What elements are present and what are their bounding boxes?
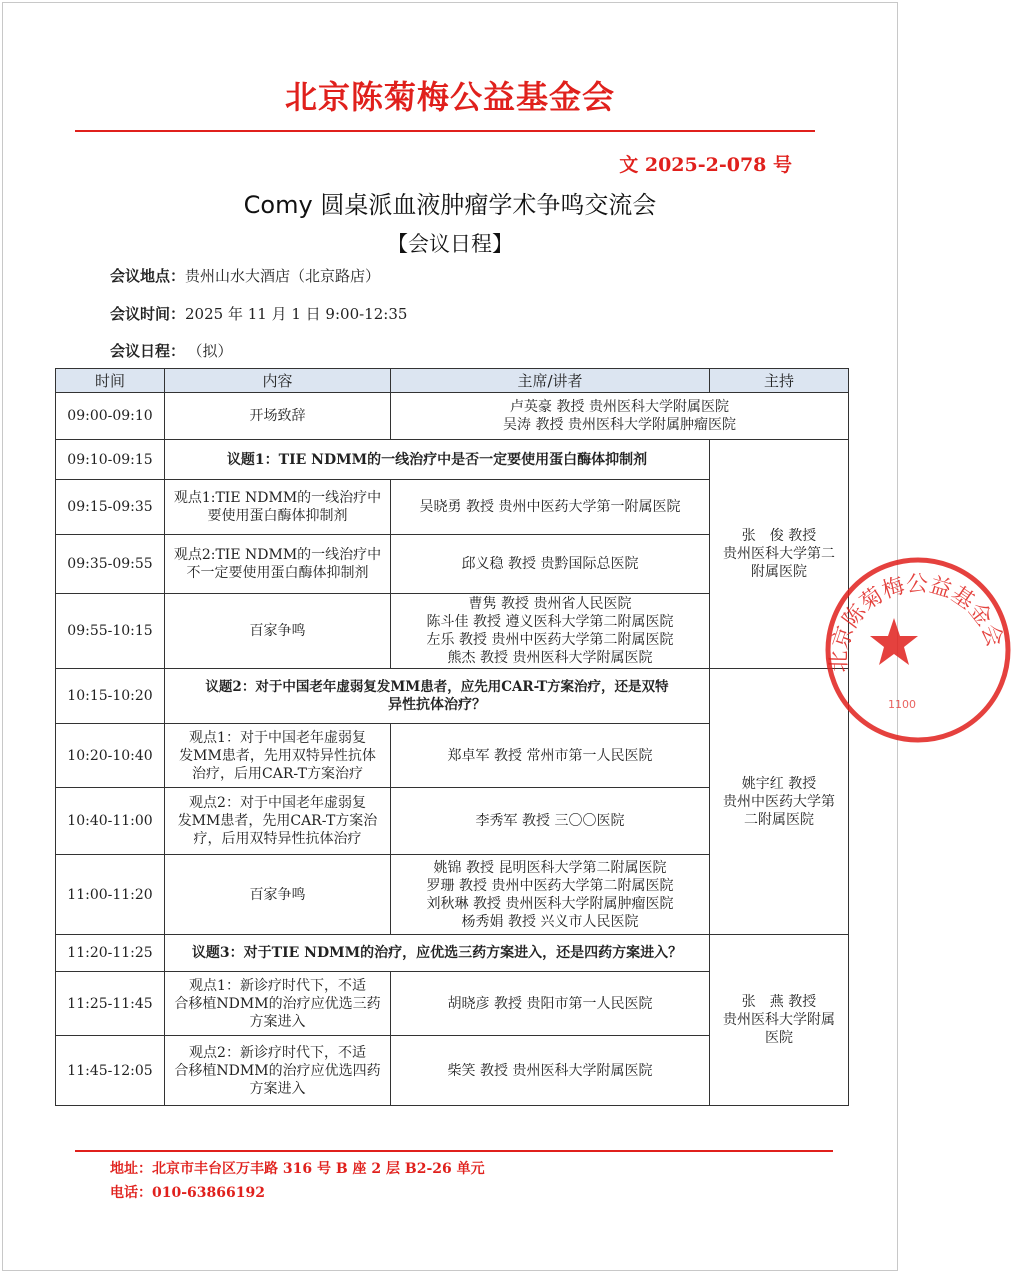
time-cell: 11:00-11:20 [56, 855, 165, 935]
speaker-line: 姚锦 教授 昆明医科大学第二附属医院 [433, 859, 667, 876]
time-value: 2025 年 11 月 1 日 9:00-12:35 [185, 305, 408, 323]
time-cell: 09:35-09:55 [56, 535, 165, 594]
speakers-cell [391, 1036, 710, 1106]
agenda-value: （拟） [195, 342, 233, 360]
speaker-line: 罗珊 教授 贵州中医药大学第二附属医院 [426, 877, 674, 894]
speaker-line: 刘秋琳 教授 贵州医科大学附属肿瘤医院 [426, 895, 674, 912]
topic-row [56, 669, 849, 724]
content-line: 发MM患者，先用双特异性抗体 [179, 747, 376, 764]
seal-digits: 1100 [888, 698, 916, 711]
content-line: 观点2：对于中国老年虚弱复 [189, 795, 366, 811]
speaker-line: 吴涛 教授 贵州医科大学附属肿瘤医院 [503, 417, 736, 433]
time-cell: 09:10-09:15 [56, 440, 165, 480]
header-host: 主持 [710, 369, 849, 393]
meeting-time [110, 303, 407, 324]
speakers-cell [391, 535, 710, 594]
host-line: 二附属医院 [744, 811, 814, 828]
speakers-cell [391, 855, 710, 935]
speakers-cell [391, 594, 710, 669]
time-cell: 11:45-12:05 [56, 1036, 165, 1106]
host-line: 姚宇红 教授 [741, 775, 817, 792]
time-cell: 11:25-11:45 [56, 972, 165, 1036]
topic-row [56, 440, 849, 480]
host-line: 医院 [765, 1030, 793, 1046]
host-line: 贵州医科大学第二 [723, 546, 835, 562]
content-line: 方案进入 [249, 1080, 306, 1097]
time-cell: 09:55-10:15 [56, 594, 165, 669]
host-line: 张 俊 教授 [741, 528, 817, 544]
content-line: 疗，后用双特异性抗体治疗 [193, 831, 362, 847]
table-header-row [56, 369, 849, 393]
speakers-cell [391, 972, 710, 1036]
content-line: 观点2：新诊疗时代下，不适 [189, 1044, 366, 1061]
content-line: 观点2:TIE NDMM的一线治疗中 [173, 547, 382, 563]
host-line: 附属医院 [751, 564, 807, 580]
header-speakers: 主席/讲者 [391, 369, 710, 393]
content-cell [165, 1036, 391, 1106]
seal-star-icon [870, 618, 918, 665]
content-line: 观点1:TIE NDMM的一线治疗中 [173, 490, 382, 506]
speaker-line: 吴晓勇 教授 贵州中医药大学第一附属医院 [419, 499, 681, 515]
host-line: 张 燕 教授 [741, 994, 817, 1010]
speaker-line: 卢英豪 教授 贵州医科大学附属医院 [510, 399, 729, 415]
header-content: 内容 [165, 369, 391, 393]
content-cell: 开场致辞 [165, 393, 391, 440]
speakers-cell [391, 788, 710, 855]
topic-cell [165, 669, 710, 724]
content-line: 合移植NDMM的治疗应优选三药 [174, 995, 381, 1012]
speakers-cell [391, 724, 710, 788]
speaker-line: 陈斗佳 教授 遵义医科大学第二附属医院 [426, 614, 674, 630]
topic-cell: 议题1：TIE NDMM的一线治疗中是否一定要使用蛋白酶体抑制剂 [165, 440, 710, 480]
speaker-line: 杨秀娟 教授 兴义市人民医院 [461, 913, 639, 930]
speaker-line: 邱义稳 教授 贵黔国际总医院 [461, 556, 639, 572]
topic-line: 议题2：对于中国老年虚弱复发MM患者，应先用CAR-T方案治疗，还是双特 [205, 679, 669, 695]
speaker-line: 胡晓彦 教授 贵阳市第一人民医院 [447, 995, 653, 1012]
content-line: 要使用蛋白酶体抑制剂 [207, 508, 348, 524]
content-cell [165, 535, 391, 594]
agenda-subtitle: 【会议日程】 [387, 232, 513, 256]
content-line: 不一定要使用蛋白酶体抑制剂 [186, 565, 369, 581]
content-cell [165, 724, 391, 788]
time-cell: 09:00-09:10 [56, 393, 165, 440]
place-label: 会议地点： [110, 267, 186, 285]
topic-cell: 议题3：对于TIE NDMM的治疗，应优选三药方案进入，还是四药方案进入？ [165, 935, 710, 972]
time-cell: 09:15-09:35 [56, 480, 165, 535]
content-line: 观点1：对于中国老年虚弱复 [189, 729, 366, 746]
topic-row [56, 935, 849, 972]
content-line: 方案进入 [249, 1013, 306, 1030]
speakers-cell [391, 393, 849, 440]
meeting-place [110, 265, 380, 286]
speakers-cell [391, 480, 710, 535]
footer-rule [75, 1150, 833, 1152]
speaker-line: 柴笑 教授 贵州医科大学附属医院 [447, 1062, 653, 1079]
content-line: 发MM患者，先用CAR-T方案治 [177, 813, 378, 829]
speaker-line: 左乐 教授 贵州中医药大学第二附属医院 [426, 632, 674, 648]
time-cell: 10:40-11:00 [56, 788, 165, 855]
host-cell [710, 935, 849, 1106]
schedule-table [55, 368, 849, 1106]
organization-name: 北京陈菊梅公益基金会 [284, 78, 615, 116]
time-cell: 10:15-10:20 [56, 669, 165, 724]
speaker-line: 熊杰 教授 贵州医科大学附属医院 [447, 650, 653, 666]
content-cell: 百家争鸣 [165, 855, 391, 935]
content-cell [165, 972, 391, 1036]
agenda-label: 会议日程： [110, 342, 186, 360]
time-label: 会议时间： [110, 305, 186, 323]
meeting-title: Comy 圆桌派血液肿瘤学术争鸣交流会 [243, 191, 657, 219]
seal-text: 北京陈菊梅公益基金会 [826, 572, 1008, 673]
footer-phone: 电话：010-63866192 [110, 1185, 265, 1201]
content-cell [165, 480, 391, 535]
topic-line: 异性抗体治疗？ [388, 697, 486, 713]
content-cell: 百家争鸣 [165, 594, 391, 669]
header-rule [75, 130, 815, 132]
speaker-line: 郑卓军 教授 常州市第一人民医院 [447, 747, 653, 764]
host-line: 贵州医科大学附属 [723, 1012, 835, 1028]
time-cell: 10:20-10:40 [56, 724, 165, 788]
time-cell: 11:20-11:25 [56, 935, 165, 972]
speaker-line: 曹隽 教授 贵州省人民医院 [468, 596, 632, 612]
content-cell [165, 788, 391, 855]
footer-address: 地址：北京市丰台区万丰路 316 号 B 座 2 层 B2-26 单元 [110, 1161, 485, 1177]
content-line: 观点1：新诊疗时代下，不适 [189, 977, 366, 994]
host-line: 贵州中医药大学第 [723, 793, 835, 810]
content-line: 合移植NDMM的治疗应优选四药 [174, 1062, 381, 1079]
header-time: 时间 [56, 369, 165, 393]
document-number: 文 2025-2-078 号 [619, 154, 792, 176]
table-row [56, 393, 849, 440]
content-line: 治疗，后用CAR-T方案治疗 [192, 765, 363, 782]
place-value: 贵州山水大酒店（北京路店） [185, 267, 381, 285]
meeting-agenda [110, 340, 233, 361]
official-seal [818, 550, 1018, 750]
speaker-line: 李秀军 教授 三〇〇医院 [475, 813, 625, 829]
